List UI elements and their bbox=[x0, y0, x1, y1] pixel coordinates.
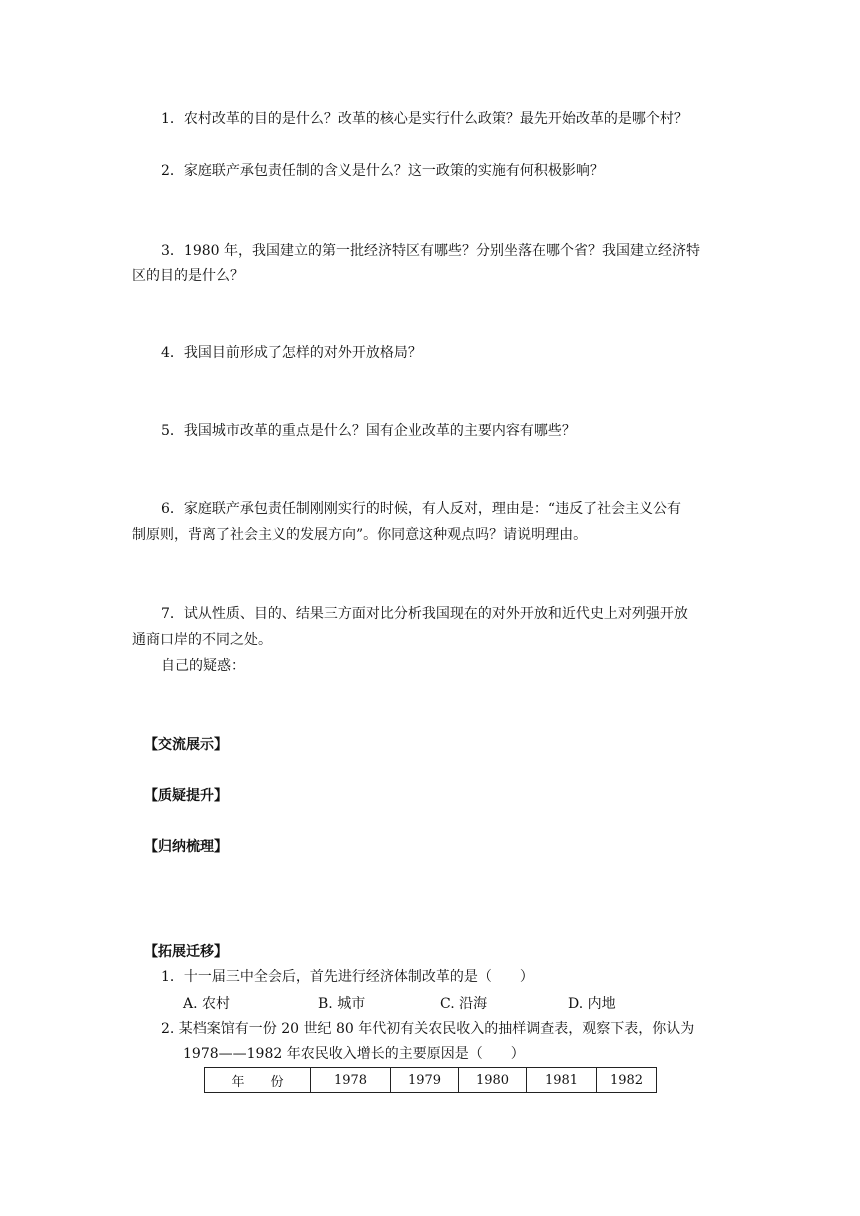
exercise-1-stem: 1．十一届三中全会后，首先进行经济体制改革的是（ ） bbox=[161, 969, 534, 985]
question-6-line-1: 6．家庭联产承包责任制刚刚实行的时候，有人反对，理由是：“违反了社会主义公有 bbox=[161, 501, 682, 517]
exercise-2-line-2: 1978——1982 年农民收入增长的主要原因是（ ） bbox=[183, 1046, 525, 1062]
section-question: 【质疑提升】 bbox=[144, 788, 228, 804]
section-exchange: 【交流展示】 bbox=[144, 737, 228, 753]
income-survey-table bbox=[204, 1067, 657, 1093]
question-5: 5．我国城市改革的重点是什么？国有企业改革的主要内容有哪些？ bbox=[161, 423, 576, 439]
table-cell-year: 1981 bbox=[527, 1068, 597, 1093]
exercise-2-line-1: 2. 某档案馆有一份 20 世纪 80 年代初有关农民收入的抽样调查表，观察下表，你认为 bbox=[161, 1021, 695, 1037]
question-3-line-1: 3．1980 年，我国建立的第一批经济特区有哪些？分别坐落在哪个省？我国建立经济特 bbox=[161, 243, 700, 259]
section-extend: 【拓展迁移】 bbox=[144, 944, 228, 960]
section-summary: 【归纳梳理】 bbox=[144, 839, 228, 855]
question-7-line-1: 7．试从性质、目的、结果三方面对比分析我国现在的对外开放和近代史上对列强开放 bbox=[161, 606, 688, 622]
question-3-line-2: 区的目的是什么？ bbox=[132, 268, 244, 284]
question-2: 2．家庭联产承包责任制的含义是什么？这一政策的实施有何积极影响？ bbox=[161, 163, 604, 179]
exercise-1-option-d: D. 内地 bbox=[568, 996, 616, 1012]
question-7-line-2: 通商口岸的不同之处。 bbox=[132, 632, 272, 648]
exercise-1-option-a: A. 农村 bbox=[183, 996, 231, 1012]
table-cell-year: 1980 bbox=[459, 1068, 527, 1093]
table-row bbox=[205, 1068, 657, 1093]
own-doubts-label: 自己的疑惑： bbox=[161, 658, 245, 674]
table-cell-year: 1979 bbox=[391, 1068, 459, 1093]
table-cell-year: 1978 bbox=[311, 1068, 391, 1093]
table-header-year: 年 份 bbox=[205, 1068, 311, 1093]
question-4: 4．我国目前形成了怎样的对外开放格局？ bbox=[161, 345, 422, 361]
exercise-1-option-b: B. 城市 bbox=[318, 996, 366, 1012]
table-cell-year: 1982 bbox=[597, 1068, 657, 1093]
question-1: 1．农村改革的目的是什么？改革的核心是实行什么政策？最先开始改革的是哪个村？ bbox=[161, 111, 688, 127]
question-6-line-2: 制原则，背离了社会主义的发展方向”。你同意这种观点吗？请说明理由。 bbox=[132, 527, 588, 543]
exercise-1-option-c: C. 沿海 bbox=[440, 996, 488, 1012]
